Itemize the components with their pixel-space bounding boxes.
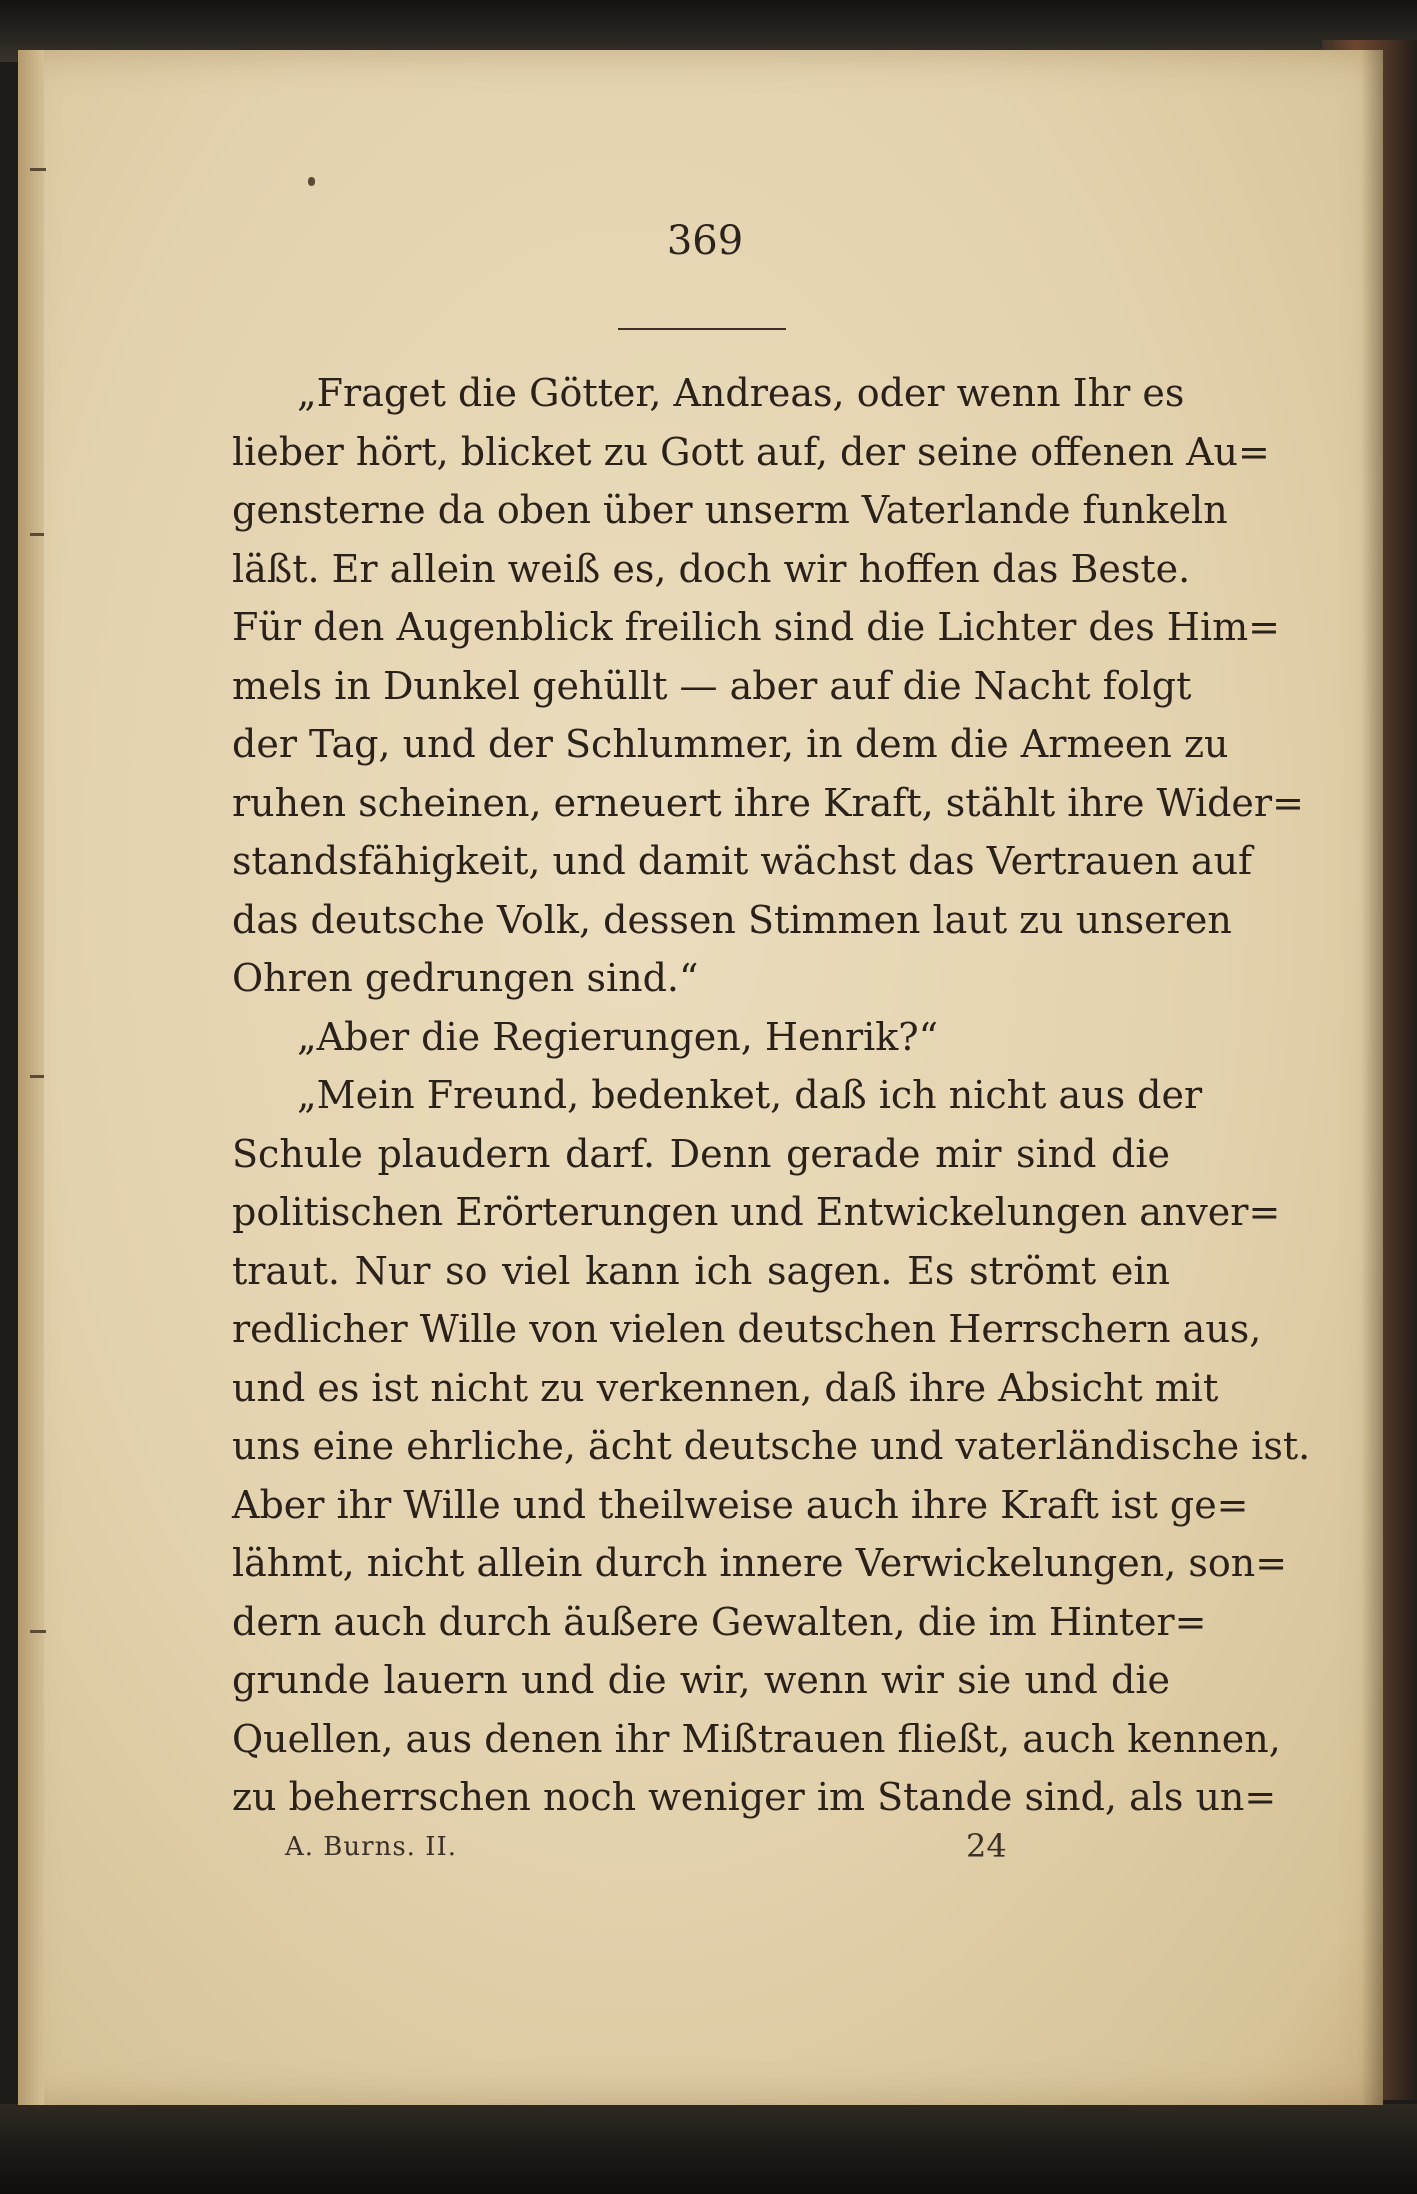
footer-sheet-number: 24 <box>966 1827 1007 1865</box>
text-line: läßt. Er allein weiß es, doch wir hoffen das Beste. <box>232 546 1191 591</box>
text-line: Quellen, aus denen ihr Mißtrauen fließt, auch kennen, <box>232 1716 1281 1761</box>
text-line: lieber hört, blicket zu Gott auf, der seine offenen Au= <box>232 429 1270 474</box>
text-line: politischen Erörterungen und Entwickelungen anver= <box>232 1190 1281 1234</box>
text-line: und es ist nicht zu verkennen, daß ihre Absicht mit <box>232 1365 1219 1410</box>
text-line: grunde lauern und die wir, wenn wir sie und die <box>232 1658 1170 1702</box>
text-line: „Fraget die Götter, Andreas, oder wenn Ihr es <box>297 371 1185 415</box>
text-line: der Tag, und der Schlummer, in dem die Armeen zu <box>232 722 1229 766</box>
text-line: traut. Nur so viel kann ich sagen. Es strömt ein <box>232 1248 1170 1293</box>
text-line: Ohren gedrungen sind.“ <box>232 956 699 1000</box>
text-line: redlicher Wille von vielen deutschen Herrschern aus, <box>232 1307 1262 1351</box>
header-rule <box>618 328 786 330</box>
margin-mark <box>30 168 46 171</box>
text-line: Für den Augenblick freilich sind die Lichter des Him= <box>232 605 1280 649</box>
text-line: das deutsche Volk, dessen Stimmen laut zu unseren <box>232 897 1232 942</box>
text-line: gensterne da oben über unserm Vaterlande funkeln <box>232 488 1228 532</box>
text-line: Aber ihr Wille und theilweise auch ihre Kraft ist ge= <box>232 1482 1249 1527</box>
text-line: „Mein Freund, bedenket, daß ich nicht aus der <box>297 1073 1203 1117</box>
text-line: dern auch durch äußere Gewalten, die im Hinter= <box>232 1599 1207 1644</box>
ink-spot <box>308 177 315 186</box>
text-line: mels in Dunkel gehüllt — aber auf die Nacht folgt <box>232 663 1192 708</box>
text-line: standsfähigkeit, und damit wächst das Vertrauen auf <box>232 839 1253 883</box>
margin-mark <box>30 1075 44 1078</box>
page-number: 369 <box>666 218 744 264</box>
footer-signature: A. Burns. II. <box>285 1832 458 1862</box>
text-line: Schule plaudern darf. Denn gerade mir sind die <box>232 1131 1170 1176</box>
book-cover-bottom-edge <box>0 2104 1417 2194</box>
margin-mark <box>30 1630 46 1633</box>
text-line: uns eine ehrliche, ächt deutsche und vaterländische ist. <box>232 1424 1311 1468</box>
margin-mark <box>30 533 44 536</box>
text-line: „Aber die Regierungen, Henrik?“ <box>297 1014 939 1059</box>
page-edge-shadow <box>1361 50 1383 2105</box>
text-line: ruhen scheinen, erneuert ihre Kraft, stählt ihre Wider= <box>232 780 1304 825</box>
body-text <box>232 364 1311 1827</box>
text-line: zu beherrschen noch weniger im Stande sind, als un= <box>232 1775 1277 1819</box>
text-line: lähmt, nicht allein durch innere Verwickelungen, son= <box>232 1541 1288 1585</box>
